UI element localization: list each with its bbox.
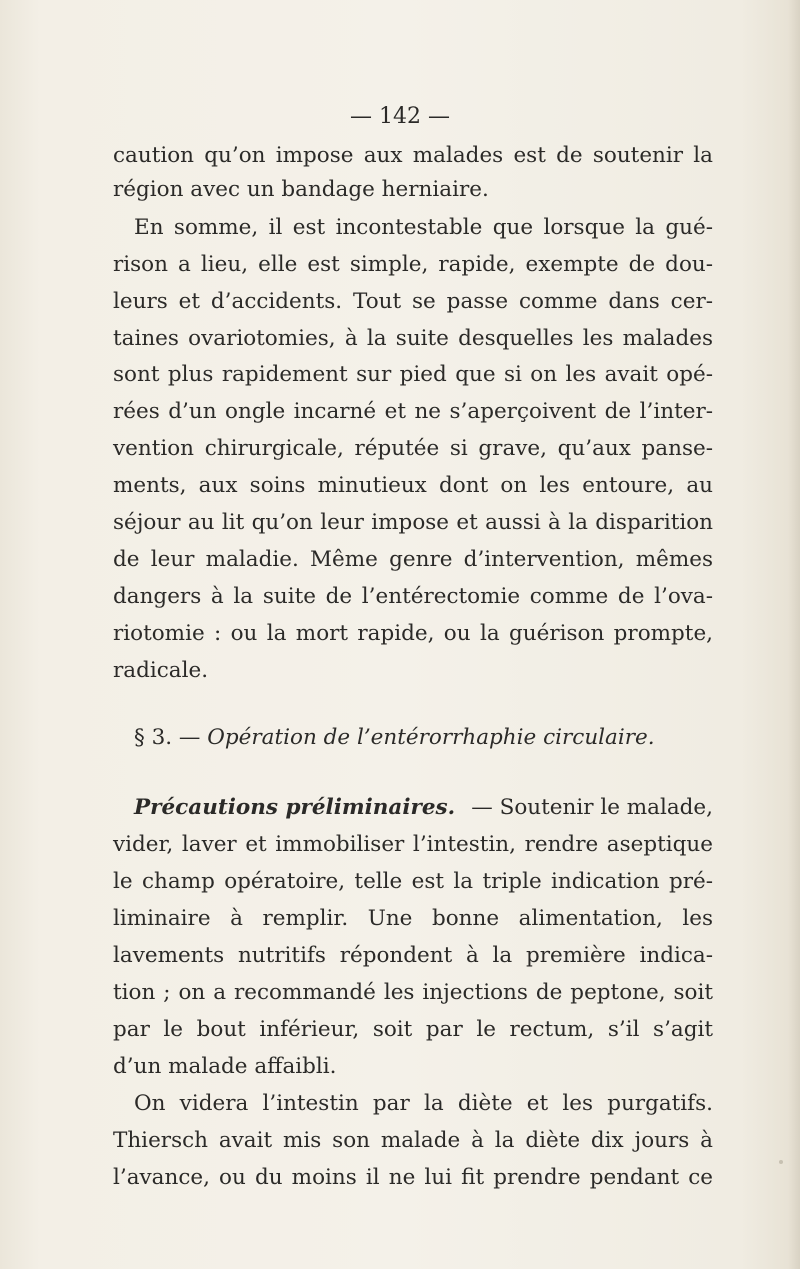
text-line: Thiersch avait mis son malade à la diète dix jours à: [113, 1128, 713, 1153]
text-line: rison a lieu, elle est simple, rapide, exempte de dou-: [113, 252, 713, 277]
section-heading: [134, 725, 655, 750]
text-line: radicale.: [113, 658, 209, 683]
page-edge-shadow: [788, 0, 800, 1269]
text-line: d’un malade affaibli.: [113, 1054, 337, 1079]
text-line: riotomie : ou la mort rapide, ou la guérison prompte,: [113, 621, 713, 646]
text-line: l’avance, ou du moins il ne lui fit prendre pendant ce: [113, 1165, 713, 1190]
text-line: de leur maladie. Même genre d’intervention, mêmes: [113, 547, 713, 572]
text-line: tion ; on a recommandé les injections de peptone, soit: [113, 980, 713, 1005]
text-line: On videra l’intestin par la diète et les purgatifs.: [134, 1091, 713, 1116]
text-line: rées d’un ongle incarné et ne s’aperçoivent de l’inter-: [113, 399, 713, 424]
text-line: vention chirurgicale, réputée si grave, qu’aux panse-: [113, 436, 713, 461]
section-number: § 3. —: [134, 725, 201, 750]
text-line: ments, aux soins minutieux dont on les entoure, au: [113, 473, 713, 498]
subsection-first-line: — Soutenir le malade,: [471, 795, 713, 820]
text-line: vider, laver et immobiliser l’intestin, rendre aseptique: [113, 832, 713, 857]
text-line: En somme, il est incontestable que lorsque la gué-: [134, 215, 713, 240]
subsection-line: [134, 795, 713, 820]
text-line: leurs et d’accidents. Tout se passe comme dans cer-: [113, 289, 713, 314]
page-number: — 142 —: [350, 104, 450, 129]
text-line: par le bout inférieur, soit par le rectum, s’il s’agit: [113, 1017, 713, 1042]
text-line: sont plus rapidement sur pied que si on les avait opé-: [113, 362, 713, 387]
subsection-title: Précautions préliminaires.: [134, 795, 456, 820]
text-line: dangers à la suite de l’entérectomie comme de l’ova-: [113, 584, 713, 609]
text-line: lavements nutritifs répondent à la première indica-: [113, 943, 713, 968]
text-line: le champ opératoire, telle est la triple indication pré-: [113, 869, 713, 894]
section-title: Opération de l’entérorrhaphie circulaire.: [207, 725, 655, 750]
paper-speck: [779, 1160, 783, 1164]
text-line: séjour au lit qu’on leur impose et aussi à la disparition: [113, 510, 713, 535]
text-line: caution qu’on impose aux malades est de soutenir la: [113, 143, 713, 168]
text-line: région avec un bandage herniaire.: [113, 177, 489, 202]
text-line: liminaire à remplir. Une bonne alimentation, les: [113, 906, 713, 931]
text-line: taines ovariotomies, à la suite desquelles les malades: [113, 326, 713, 351]
